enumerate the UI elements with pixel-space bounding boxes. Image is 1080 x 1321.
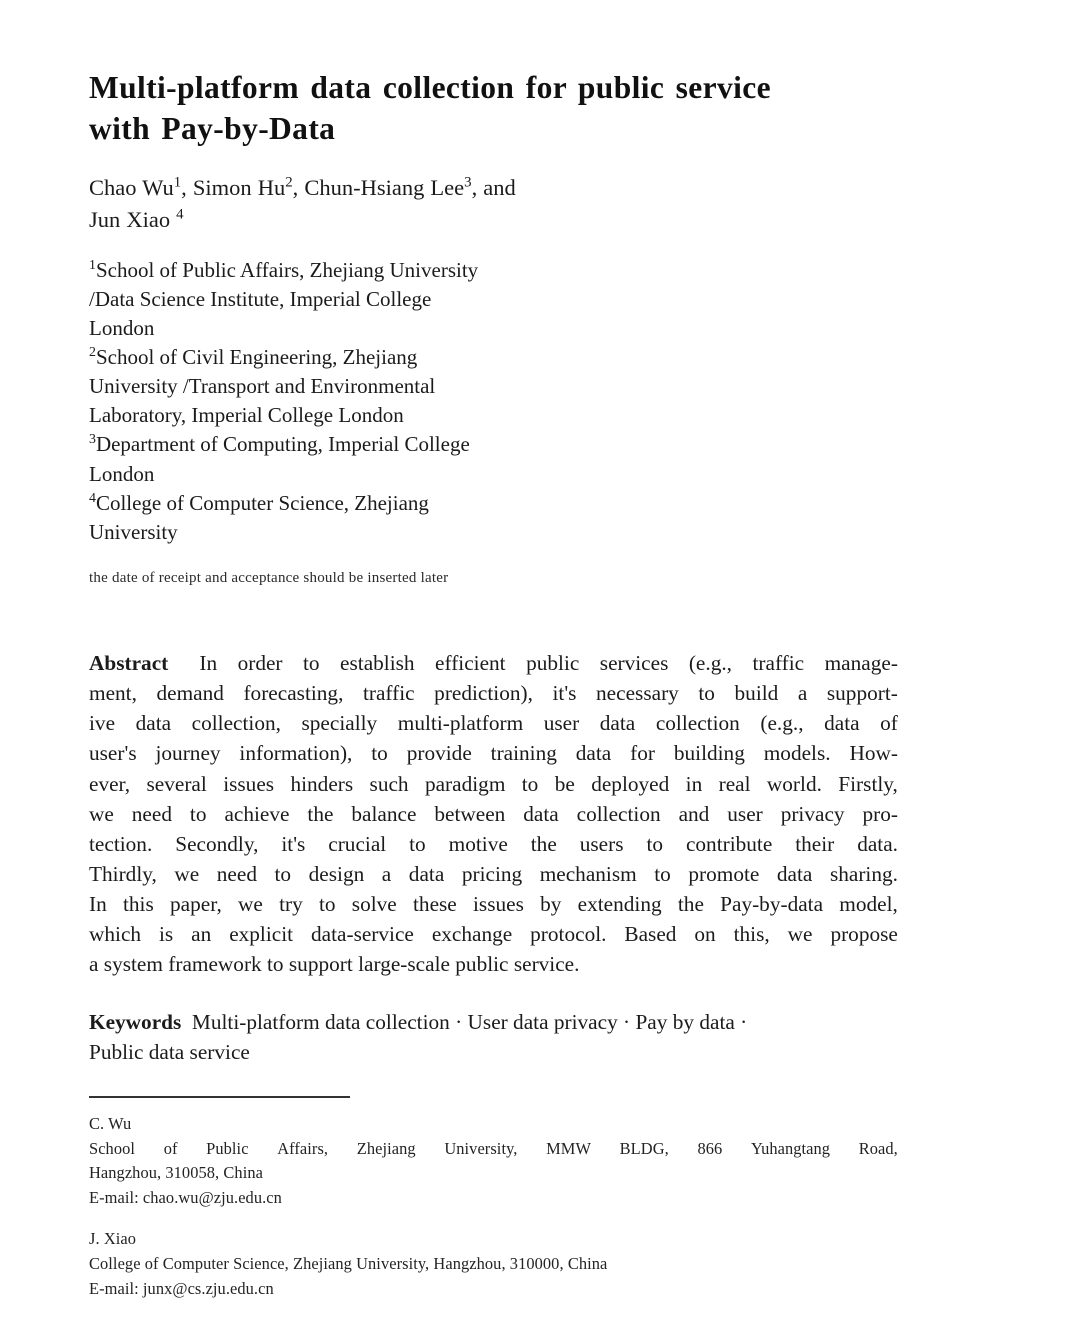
abstract-word: in [685, 771, 703, 796]
author-sep-1: , Simon Hu [181, 175, 286, 200]
abstract-word: models. [763, 741, 831, 766]
abstract-word: services [599, 651, 669, 675]
abstract-word: design [308, 861, 365, 886]
abstract-word: this [122, 892, 154, 916]
abstract-word: of [880, 711, 898, 736]
abstract-word: building [673, 741, 745, 766]
footnote-email-label: E-mail: [89, 1278, 143, 1298]
abstract-word: public [526, 651, 580, 675]
date-note: the date of receipt and acceptance should be inserted later [89, 570, 449, 586]
abstract-word: journey [155, 741, 221, 766]
abstract-word: a [797, 681, 808, 706]
affiliation-line-6 [89, 401, 749, 430]
abstract-line-3 [89, 708, 898, 738]
footnote-email-label: E-mail: [89, 1187, 143, 1207]
abstract-word: deployed [591, 771, 670, 796]
abstract-word: we [787, 922, 813, 947]
abstract-word: which [89, 922, 142, 947]
abstract-word: user [543, 711, 580, 736]
abstract-line-9 [89, 889, 898, 919]
affiliation-text: London [89, 316, 155, 341]
affiliation-text: University [89, 519, 178, 544]
abstract-word: traffic [752, 651, 805, 675]
footnote-email-line [89, 1186, 898, 1211]
abstract-word: crucial [328, 831, 387, 856]
abstract-word: the [677, 892, 704, 916]
abstract-word: these [413, 892, 457, 916]
abstract-word: need [216, 861, 257, 886]
affiliation-line-10 [89, 518, 749, 547]
abstract-word: sharing. [829, 861, 898, 886]
keywords-label: Keywords [89, 1010, 182, 1034]
footnote-word: Public [206, 1138, 249, 1158]
affiliation-marker-2: 2 [89, 344, 96, 360]
affiliation-text: /Data Science Institute, Imperial College [89, 287, 432, 312]
abstract-word: data [575, 741, 612, 766]
abstract-line-1 [89, 648, 898, 678]
abstract-line-2 [89, 678, 898, 708]
abstract-word: Based [624, 922, 677, 947]
abstract-word: to [698, 681, 715, 706]
abstract-word: ment, [89, 681, 137, 706]
footnote-author-name: J. Xiao [89, 1229, 137, 1249]
abstract-word: this, [733, 922, 770, 947]
abstract-word: such [369, 771, 409, 796]
abstract-word: try [279, 892, 303, 916]
abstract-word: it's [281, 831, 306, 856]
abstract-word: is [158, 922, 174, 947]
abstract-line-8 [89, 859, 898, 889]
abstract-word: Secondly, [175, 831, 259, 856]
affiliation-line-3 [89, 314, 749, 343]
footnote-author-name: C. Wu [89, 1114, 132, 1133]
abstract-word: and [678, 801, 710, 826]
abstract-word: build [734, 681, 779, 706]
abstract-word: multi-platform [397, 711, 524, 736]
abstract-word: necessary [596, 681, 679, 706]
footnote-word: Affairs, [277, 1138, 329, 1158]
abstract-word: achieve [224, 801, 290, 826]
affiliation-text: Department of Computing, Imperial College [95, 432, 470, 457]
abstract-word: issues [223, 771, 275, 796]
abstract-word: be [554, 771, 575, 796]
abstract-line-11 [89, 949, 898, 979]
affiliation-line-5 [89, 372, 749, 401]
abstract-word: an [191, 922, 212, 947]
affiliation-marker-1: 1 [89, 257, 96, 272]
abstract-word: to [521, 771, 539, 796]
author-sep-2: , Chun-Hsiang Lee [292, 175, 465, 200]
abstract-word: several [146, 771, 207, 796]
abstract-word: manage- [824, 651, 898, 675]
abstract-word: world. [766, 771, 822, 796]
abstract-word: users [579, 831, 624, 856]
footnote-word: Zhejiang [356, 1138, 416, 1158]
affiliation-text: School of Public Affairs, Zhejiang University [95, 258, 479, 282]
author-sup-3: 3 [464, 174, 472, 191]
affiliation-text: School of Civil Engineering, Zhejiang [95, 345, 418, 370]
footnote-email-line [89, 1277, 898, 1302]
footnote-email-address[interactable]: chao.wu@zju.edu.cn [142, 1187, 282, 1207]
abstract-word: between [434, 801, 506, 826]
abstract-word: for [630, 741, 655, 766]
affiliation-marker-4: 4 [89, 489, 96, 505]
affiliation-text: London [89, 461, 155, 486]
abstract-word: efficient [435, 651, 506, 675]
affiliation-marker-3: 3 [89, 431, 96, 447]
abstract-word: order [237, 651, 283, 675]
abstract-word: the [530, 831, 557, 856]
author-line-1 [89, 172, 789, 204]
abstract-word: data [135, 711, 172, 736]
author-jun-xiao: Jun Xiao [89, 206, 177, 232]
affiliation-text: Laboratory, Imperial College London [89, 403, 404, 428]
abstract-word: pro- [862, 801, 898, 826]
abstract-word: (e.g., [688, 651, 733, 675]
affiliation-list [89, 256, 749, 547]
abstract-word: to [371, 741, 388, 766]
footnote-email-address[interactable]: junx@cs.zju.edu.cn [142, 1278, 274, 1298]
abstract-word: propose [830, 922, 898, 947]
abstract-word: contribute [685, 831, 773, 856]
abstract-word: In [199, 651, 218, 675]
keywords-line-2: Public data service [89, 1040, 250, 1065]
footnote-list [89, 1112, 898, 1301]
footnote-word: BLDG, [619, 1138, 669, 1158]
abstract-word: explicit [229, 922, 294, 947]
title-line-1: Multi-platform data collection for public service [89, 70, 771, 106]
abstract-word: balance [351, 801, 417, 826]
footnote-word: of [163, 1138, 178, 1158]
footnote-word: School [89, 1138, 136, 1158]
abstract-line-10 [89, 919, 898, 949]
abstract-word: need [131, 801, 172, 826]
abstract-word: to [274, 861, 292, 886]
abstract-word: ive [89, 711, 116, 736]
abstract-word: support- [826, 681, 898, 706]
keywords-section [89, 1007, 898, 1067]
abstract-word: demand [156, 681, 224, 706]
abstract-word: we [174, 861, 200, 886]
page-title [89, 68, 859, 150]
abstract-line-7 [89, 829, 898, 859]
abstract-word: Thirdly, [89, 861, 157, 886]
abstract-word: user [727, 801, 763, 826]
keywords-line-1 [89, 1007, 898, 1037]
abstract-word: model, [839, 892, 898, 916]
affiliation-text: College of Computer Science, Zhejiang [95, 490, 429, 515]
abstract-word: Pay-by-data [720, 892, 824, 916]
title-line-2: with Pay-by-Data [89, 111, 336, 147]
abstract-word: a system framework to support large-scale public service. [89, 952, 580, 977]
abstract-word: data [599, 711, 636, 736]
footnote-block-2 [89, 1227, 898, 1301]
footnote-word: MMW [546, 1138, 592, 1158]
author-chao-wu: Chao Wu [89, 175, 174, 200]
footnote-block-1 [89, 1112, 898, 1210]
abstract-section [89, 648, 898, 979]
abstract-word: How- [849, 741, 898, 766]
abstract-word: In [89, 892, 107, 916]
abstract-word: pricing [461, 861, 523, 886]
abstract-word: we [238, 892, 263, 916]
abstract-word: the [307, 801, 334, 826]
abstract-word: ever, [89, 771, 131, 796]
affiliation-line-8 [89, 460, 749, 489]
author-sup-2: 2 [285, 174, 293, 191]
abstract-word: collection [576, 801, 661, 826]
abstract-word: to [409, 831, 426, 856]
abstract-word: Firstly, [838, 771, 898, 796]
abstract-word: to [189, 801, 207, 826]
abstract-word: on [694, 922, 716, 947]
affiliation-line-4 [89, 343, 749, 372]
abstract-word: to [318, 892, 336, 916]
footnote-affiliation-line-1: College of Computer Science, Zhejiang University, Hangzhou, 310000, China [89, 1254, 608, 1274]
abstract-word: establish [340, 651, 415, 675]
abstract-word: protocol. [530, 922, 607, 947]
abstract-word: data [824, 711, 860, 736]
author-line-2 [89, 204, 789, 236]
footnote-affiliation-line-1 [89, 1137, 898, 1162]
abstract-word: provide [406, 741, 472, 766]
abstract-line-6 [89, 799, 898, 829]
abstract-word: promote [688, 861, 760, 886]
abstract-word: prediction), [434, 681, 533, 706]
affiliation-line-2 [89, 285, 749, 314]
abstract-word: a [381, 861, 392, 886]
abstract-word: data [408, 861, 445, 886]
author-sup-4: 4 [176, 206, 184, 223]
abstract-word: data-service [311, 922, 414, 947]
abstract-word: extending [577, 892, 662, 916]
abstract-word: to [646, 831, 664, 856]
abstract-word: specially [301, 711, 378, 736]
abstract-word: issues [473, 892, 524, 916]
abstract-word: motive [448, 831, 508, 856]
abstract-label: Abstract [89, 651, 179, 675]
footnote-affiliation-line-2: Hangzhou, 310058, China [89, 1163, 263, 1183]
affiliation-line-1 [89, 256, 749, 285]
abstract-word: to [654, 861, 671, 886]
abstract-word: traffic [362, 681, 415, 706]
abstract-word: data. [857, 831, 898, 856]
abstract-word: (e.g., [760, 711, 804, 736]
abstract-word: data [776, 861, 813, 886]
abstract-word: paper, [170, 892, 222, 916]
abstract-word: their [795, 831, 835, 856]
abstract-word: collection, [191, 711, 281, 736]
affiliation-line-7 [89, 430, 749, 459]
abstract-line-5 [89, 769, 898, 799]
abstract-word: we [89, 801, 114, 826]
abstract-word: exchange [431, 922, 513, 947]
abstract-word: collection [655, 711, 740, 736]
abstract-word: real [718, 771, 751, 796]
abstract-word: to [303, 651, 320, 675]
abstract-word: paradigm [424, 771, 506, 796]
affiliation-line-9 [89, 489, 749, 518]
footnote-divider [89, 1096, 350, 1098]
abstract-line-4 [89, 738, 898, 768]
footnote-word: University, [444, 1138, 518, 1158]
abstract-word: user's [89, 741, 137, 766]
footnote-word: Yuhangtang [750, 1138, 831, 1158]
abstract-word: it's [552, 681, 577, 706]
footnote-word: 866 [697, 1138, 723, 1158]
abstract-word: training [490, 741, 557, 766]
abstract-word: information), [239, 741, 353, 766]
keywords-line-1-text: Multi-platform data collection · User data privacy · Pay by data · [181, 1010, 748, 1034]
author-sep-3: , and [471, 175, 516, 200]
abstract-word: by [540, 892, 562, 916]
abstract-word: solve [351, 892, 397, 916]
author-sup-1: 1 [173, 174, 182, 191]
footnote-word: Road, [858, 1138, 898, 1158]
affiliation-text: University /Transport and Environmental [89, 374, 436, 399]
abstract-word: privacy [780, 801, 845, 826]
abstract-word: tection. [89, 831, 153, 856]
abstract-word: hinders [290, 771, 354, 796]
abstract-word: data [523, 801, 559, 826]
abstract-word: forecasting, [243, 681, 344, 706]
abstract-word: mechanism [539, 861, 637, 886]
author-list [89, 172, 789, 236]
